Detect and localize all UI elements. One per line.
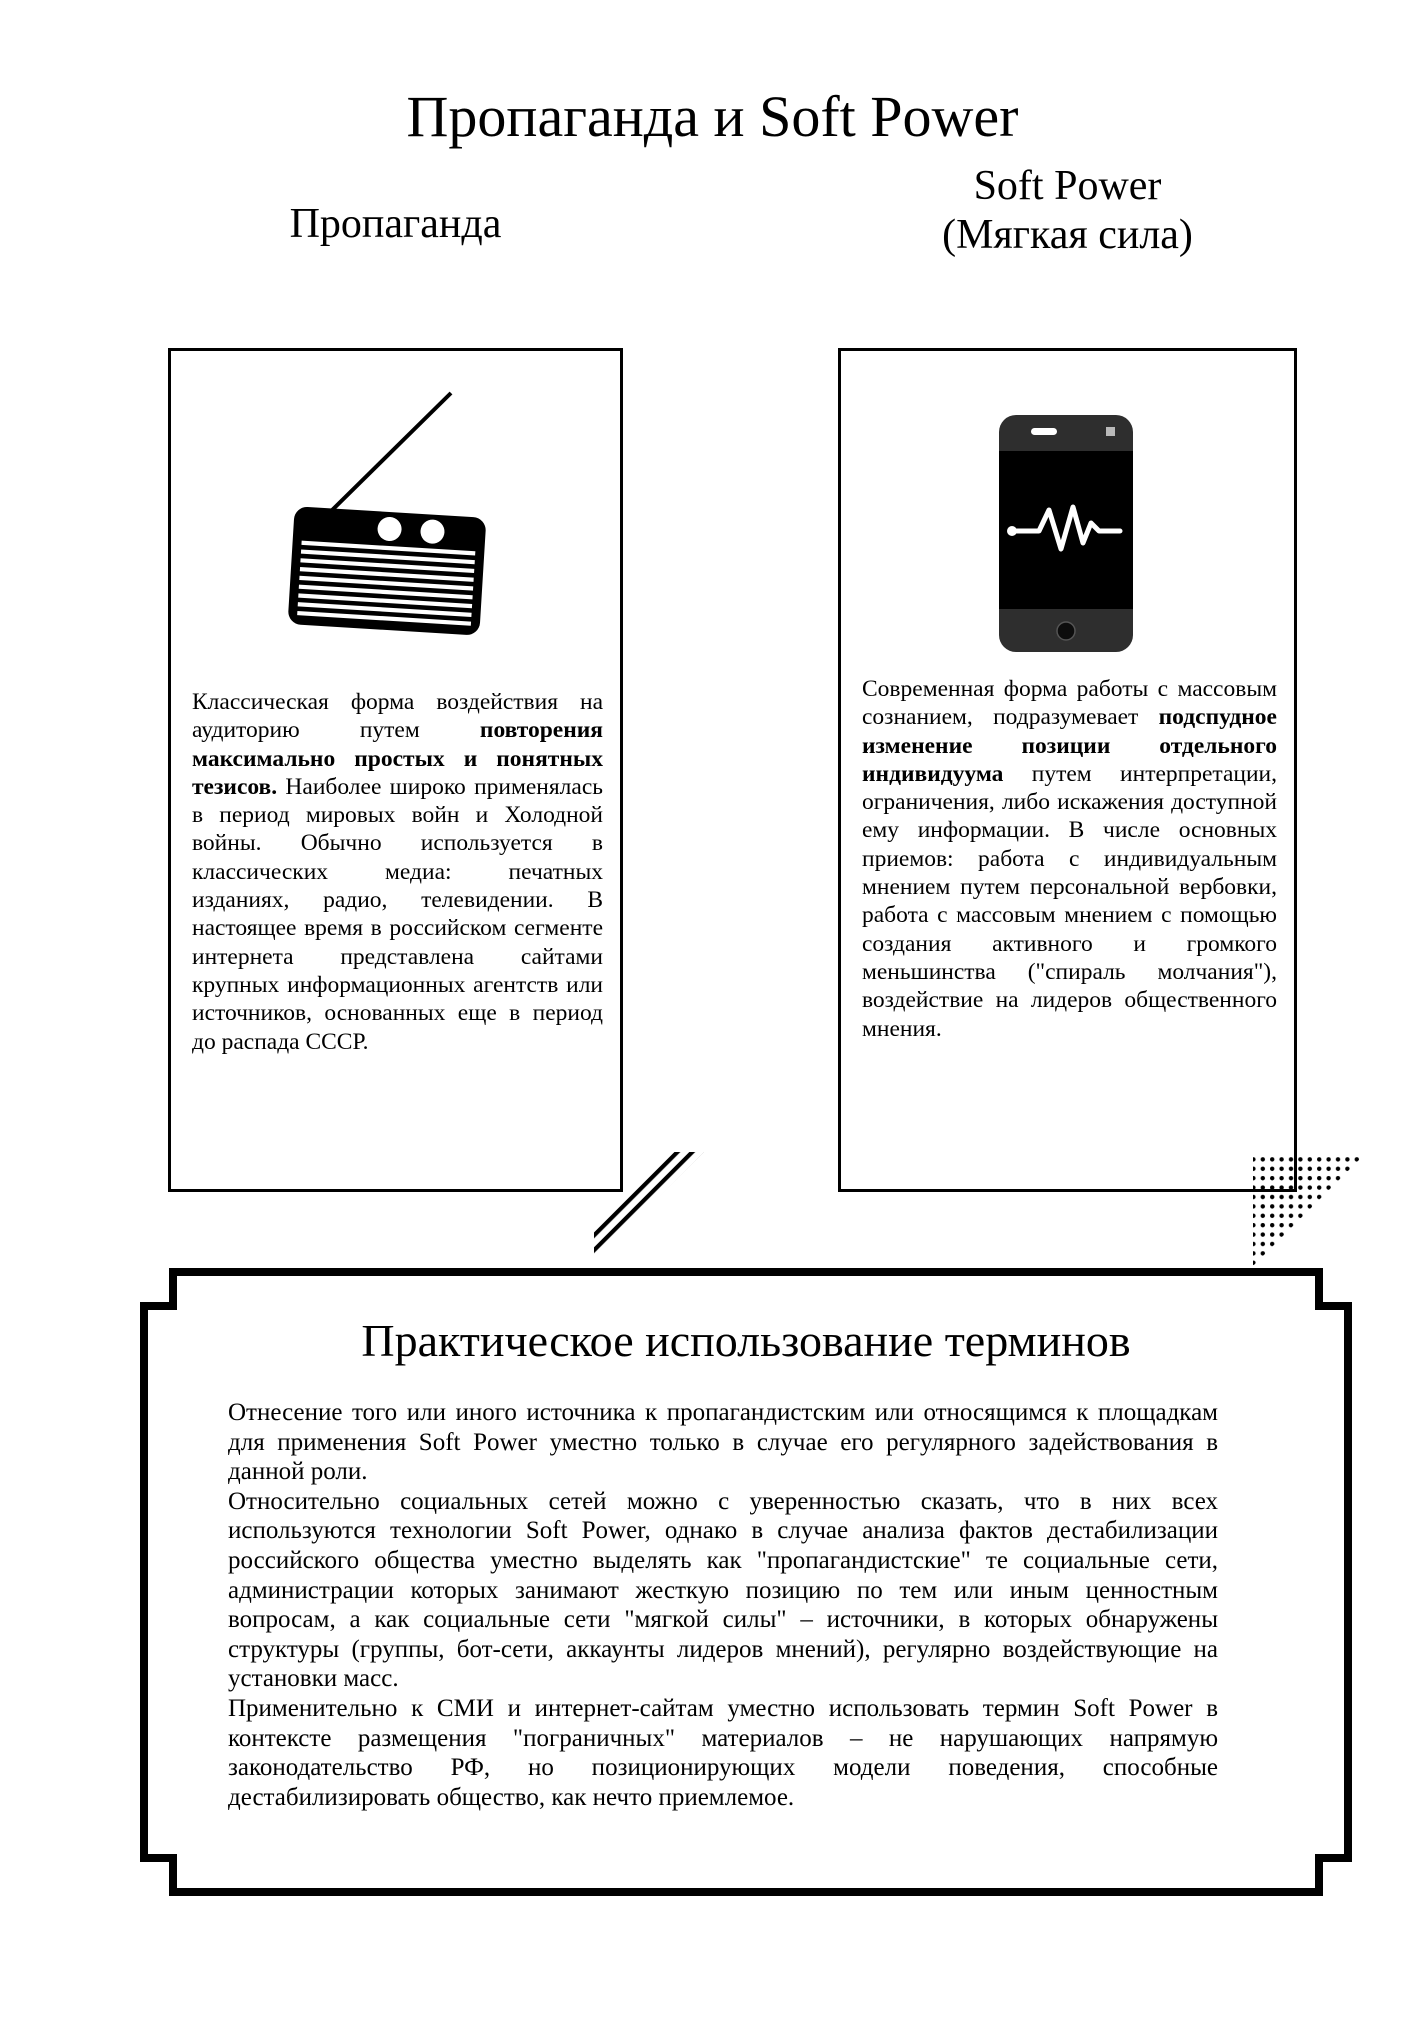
smartphone-icon	[991, 411, 1141, 656]
soft-power-heading-line1: Soft Power	[973, 163, 1162, 209]
soft-power-card	[838, 348, 1297, 1192]
propaganda-heading: Пропаганда	[289, 201, 502, 247]
propaganda-body-text: Классическая форма воздействия на аудиторию путем повторения максимально простых и понятных тезисов. Наиболее широко применялась в период мировых войн и Холодной войны. Обычно используется в классических медиа: печатных изданиях, радио, телевидении. В настоящее время в российском сегменте интернета представлена сайтами крупных информационных агентств или источников, основанных еще в период до распада СССР.	[192, 689, 603, 1055]
practical-text	[228, 1398, 1218, 1812]
propaganda-card	[168, 348, 623, 1192]
soft-power-heading	[838, 162, 1297, 259]
practical-title: Практическое использование терминов	[361, 1315, 1131, 1366]
practical-paragraph-1: Отнесение того или иного источника к пропагандистским или относящимся к площадкам для применения Soft Power уместно только в случае его регулярного задействования в данной роли.	[228, 1399, 1218, 1486]
soft-power-body-text: Современная форма работы с массовым сознанием, подразумевает подспудное изменение позиции отдельного индивидуума путем интерпретации, ограничения, либо искажения доступной ему информации. В числе основных приемов: работа с индивидуальным мнением путем персональной вербовки, работа с массовым мнением с помощью создания активного и громкого меньшинства ("спираль молчания"), воздействие на лидеров общественного мнения.	[862, 676, 1277, 1042]
practical-paragraph-3: Применительно к СМИ и интернет-сайтам уместно использовать термин Soft Power в контексте размещения "пограничных" материалов – не нарушающих напрямую законодательство РФ, но позиционирующих модели поведения, способные дестабилизировать общество, как нечто приемлемое.	[228, 1694, 1218, 1811]
practical-paragraph-2: Относительно социальных сетей можно с уверенностью сказать, что в них всех используются технологии Soft Power, однако в случае анализа фактов дестабилизации российского общества уместно выделять как "пропагандистские" те социальные сети, администрации которых занимают жесткую позицию по тем или иным ценностным вопросам, а как социальные сети "мягкой силы" – источники, в которых обнаружены структуры (группы, бот-сети, аккаунты лидеров мнений), регулярно воздействующие на установки масс.	[228, 1487, 1218, 1693]
page-title: Пропаганда и Soft Power	[406, 83, 1019, 149]
radio-icon	[273, 381, 508, 636]
soft-power-heading-line2: (Мягкая сила)	[942, 211, 1193, 258]
